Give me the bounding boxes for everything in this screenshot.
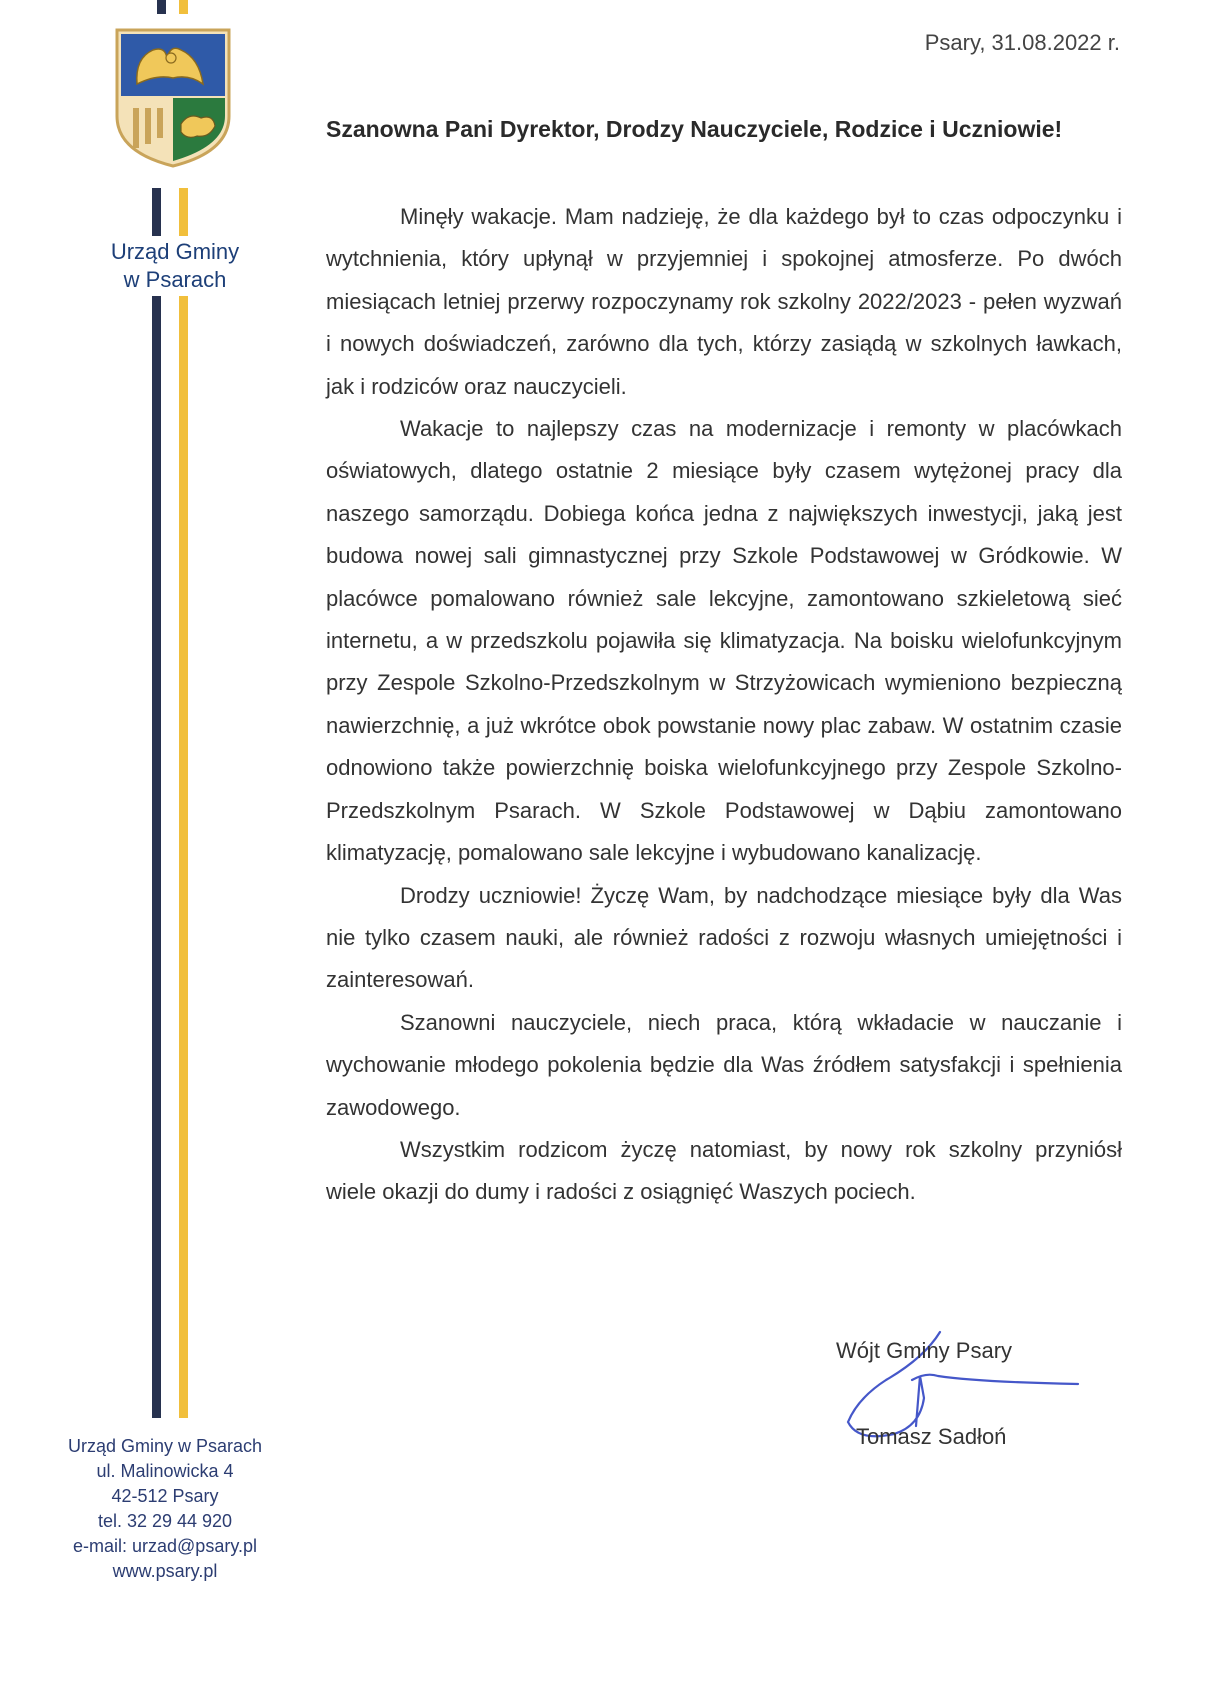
paragraph: Wakacje to najlepszy czas na modernizacje i remonty w placówkach oświatowych, dlatego ostatnie 2 miesiące były czasem wytężonej pracy dla naszego samorządu. Dobiega końca jedna z największych inwestycji, jaką jest budowa nowej sali gimnastycznej przy Szkole Podstawowej w Gródkowie. W placówce pomalowano również sale lekcyjne, zamontowano szkieletową sieć internetu, a w przedszkolu pojawiła się klimatyzacja. Na boisku wielofunkcyjnym przy Zespole Szkolno-Przedszkolnym w Strzyżowicach wymieniono bezpieczną nawierzchnię, a już wkrótce obok powstanie nowy plac zabaw. W ostatnim czasie odnowiono także powierzchnię boiska wielofunkcyjnego przy Zespole Szkolno-Przedszkolnym Psarach. W Szkole Podstawowej w Dąbiu zamontowano klimatyzację, pomalowano sale lekcyjne i wybudowano kanalizację. [326, 416, 1122, 866]
letter-salutation: Szanowna Pani Dyrektor, Drodzy Nauczyciele, Rodzice i Uczniowie! [326, 116, 1063, 142]
paragraph: Minęły wakacje. Mam nadzieję, że dla każdego był to czas odpoczynku i wytchnienia, który upłynął w przyjemniej i spokojnej atmosferze. Po dwóch miesiącach letniej przerwy rozpoczynamy rok szkolny 2022/2023 - pełen wyzwań i nowych doświadczeń, zarówno dla tych, którzy zasiądą w szkolnych ławkach, jak i rodziców oraz nauczycieli. [326, 204, 1122, 399]
office-name-line2: w Psarach [123, 267, 227, 292]
office-name-line1: Urząd Gminy [110, 239, 240, 264]
stripe-blue-long [152, 188, 161, 1418]
paragraph: Wszystkim rodzicom życzę natomiast, by nowy rok szkolny przyniósł wiele okazji do dumy i radości z osiągnięć Waszych pociech. [326, 1136, 1122, 1205]
signature-title: Wójt Gminy Psary [836, 1338, 1013, 1363]
signature-block [836, 1338, 1116, 1468]
letter-date: Psary, 31.08.2022 r. [924, 30, 1120, 55]
office-name [90, 236, 260, 296]
footer-phone: tel. 32 29 44 920 [97, 1511, 233, 1531]
letter-body [326, 196, 1122, 1214]
footer-email: e-mail: urzad@psary.pl [73, 1536, 257, 1556]
footer-office: Urząd Gminy w Psarach [67, 1436, 263, 1456]
coat-of-arms-icon [115, 28, 231, 168]
footer-street: ul. Malinowicka 4 [96, 1461, 234, 1481]
footer-website: www.psary.pl [112, 1561, 218, 1581]
stripe-gold-long [179, 188, 188, 1418]
paragraph: Szanowni nauczyciele, niech praca, którą wkładacie w nauczanie i wychowanie młodego pokolenia będzie dla Was źródłem satysfakcji i spełnienia zawodowego. [326, 1009, 1122, 1120]
office-address [40, 1434, 290, 1584]
stripe-gold-top [179, 0, 188, 14]
paragraph: Drodzy uczniowie! Życzę Wam, by nadchodzące miesiące były dla Was nie tylko czasem nauki, ale również radości z rozwoju własnych umiejętności i zainteresowań. [326, 882, 1122, 993]
footer-postal: 42-512 Psary [111, 1486, 219, 1506]
stripe-blue-top [157, 0, 166, 14]
signature-name: Tomasz Sadłoń [856, 1424, 1007, 1449]
